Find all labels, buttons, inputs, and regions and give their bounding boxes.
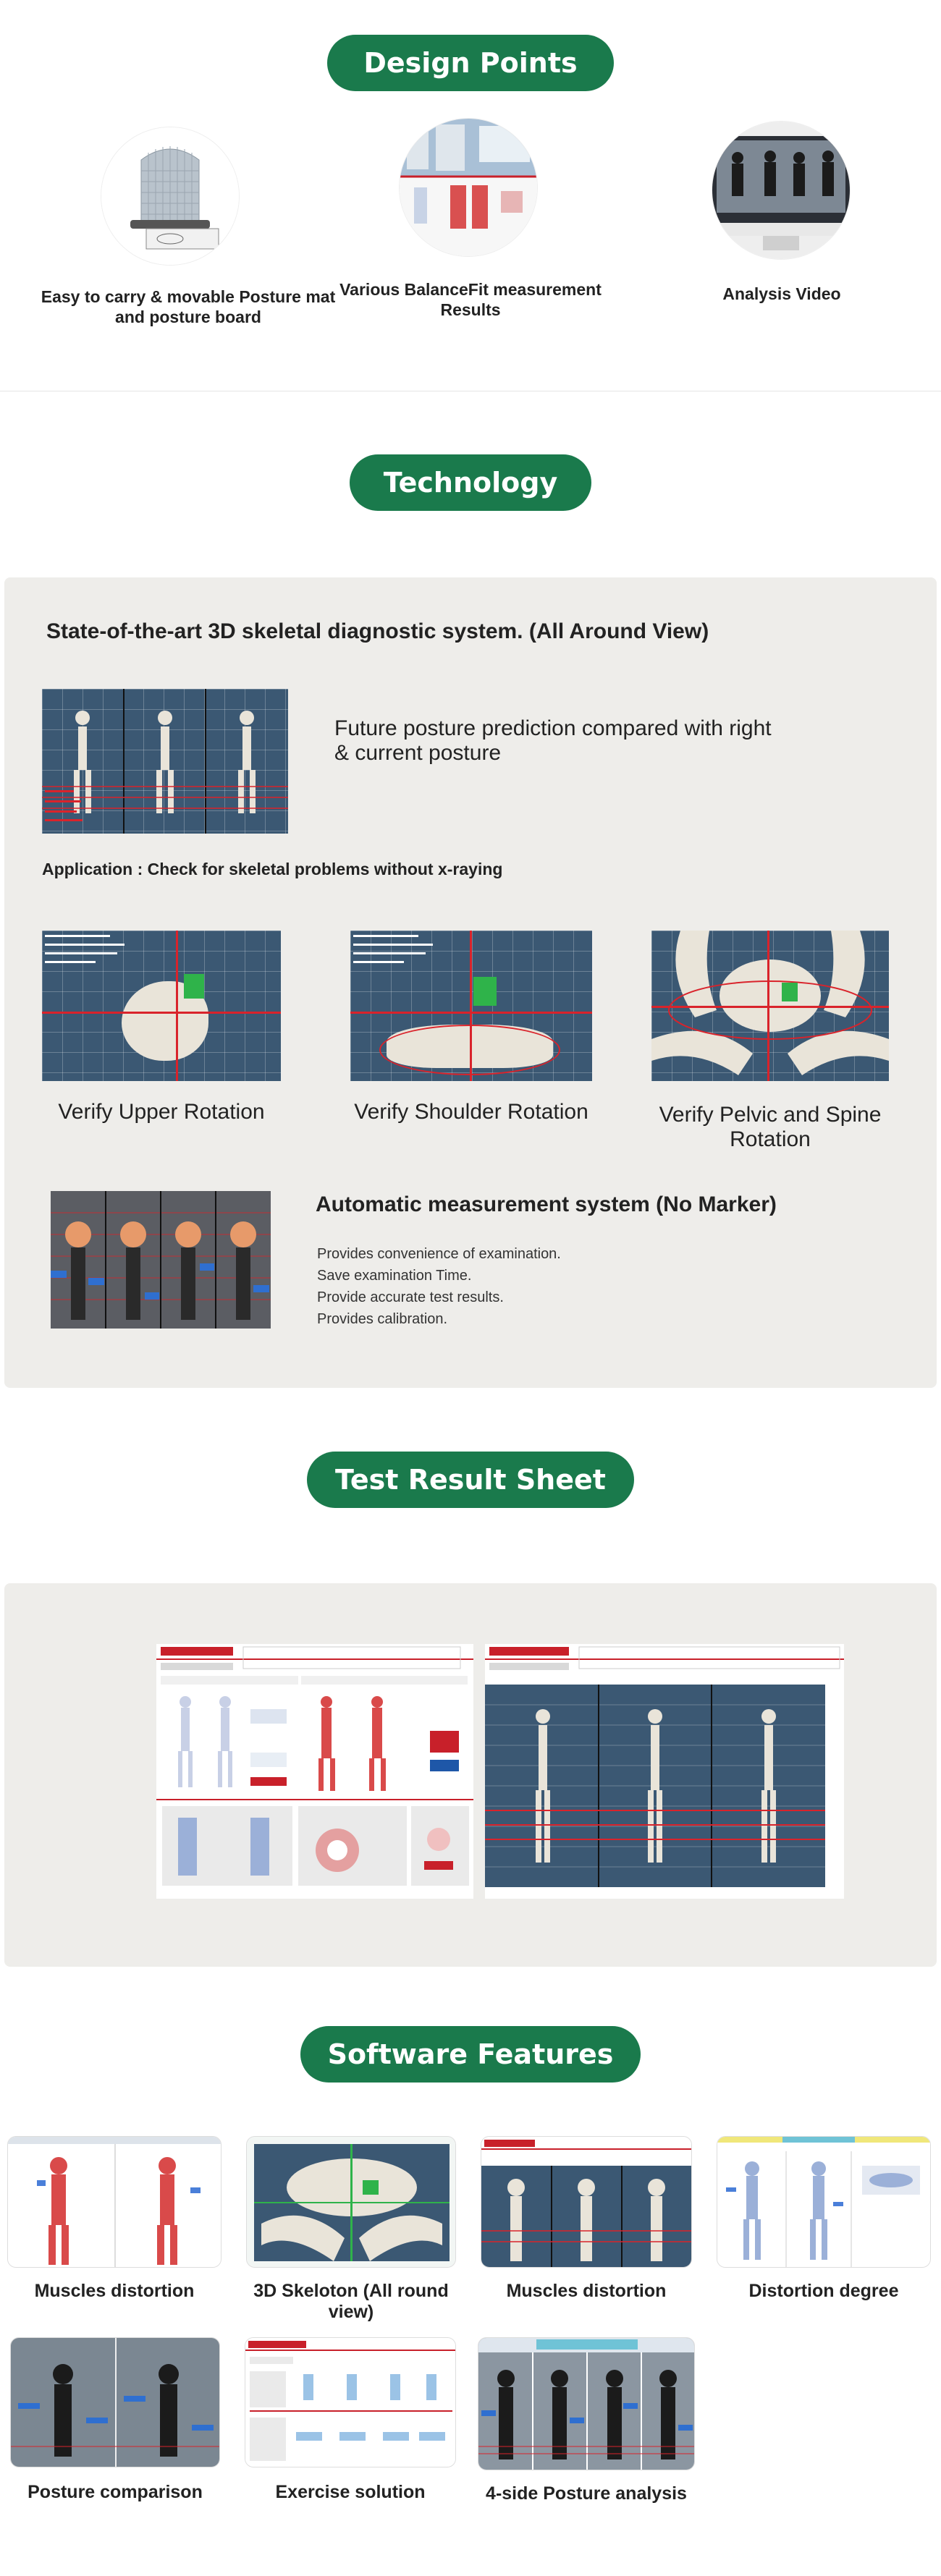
feature-distortion-degree-image: [717, 2136, 931, 2268]
application-text: Application : Check for skeletal problems without x-raying: [42, 860, 503, 878]
result-sheet-right: [485, 1644, 844, 1899]
pelvic-rotation-label: Verify Pelvic and Spine Rotation: [659, 1103, 882, 1151]
shoulder-rotation-screen: [350, 931, 592, 1081]
test-result-title: Test Result Sheet: [307, 1452, 634, 1508]
technology-title: Technology: [350, 454, 591, 511]
feature-label-4: Distortion degree: [748, 2281, 899, 2301]
design-points-title: Design Points: [327, 35, 614, 91]
feature-muscles-distortion-image: [7, 2136, 221, 2268]
feature-label-5: Posture comparison: [28, 2482, 203, 2502]
feature-label-7: 4-side Posture analysis: [486, 2483, 687, 2504]
measurement-results-image: [400, 119, 537, 256]
feature-muscles-distortion-2-image: [481, 2136, 692, 2268]
auto-measurement-image: [51, 1191, 271, 1329]
feature-3d-skeleton-image: [246, 2136, 456, 2268]
feature-posture-comparison-image: [10, 2337, 220, 2467]
design-caption-results: Various BalanceFit measurement Results: [339, 280, 602, 319]
auto-point-1: Provides convenience of examination.: [317, 1246, 561, 1262]
feature-label-1: Muscles distortion: [34, 2281, 195, 2301]
software-features-title: Software Features: [300, 2026, 641, 2083]
feature-label-3: Muscles distortion: [506, 2281, 667, 2301]
auto-point-2: Save examination Time.: [317, 1268, 472, 1284]
auto-measurement-heading: Automatic measurement system (No Marker): [316, 1192, 777, 1216]
feature-label-6: Exercise solution: [275, 2482, 426, 2502]
design-caption-board: Easy to carry & movable Posture mat and posture board: [41, 287, 336, 326]
posture-board-image: [101, 127, 239, 265]
auto-point-4: Provides calibration.: [317, 1311, 448, 1327]
upper-rotation-screen: [42, 931, 281, 1081]
feature-exercise-solution-image: [245, 2337, 456, 2467]
technology-heading: State-of-the-art 3D skeletal diagnostic system. (All Around View): [46, 619, 709, 643]
upper-rotation-label: Verify Upper Rotation: [58, 1100, 265, 1124]
prediction-text: Future posture prediction compared with right & current posture: [334, 716, 772, 765]
design-caption-video: Analysis Video: [722, 284, 841, 303]
feature-4-side-analysis-image: [478, 2337, 695, 2470]
analysis-video-image: [712, 122, 850, 259]
result-sheet-left: [156, 1644, 473, 1899]
shoulder-rotation-label: Verify Shoulder Rotation: [354, 1100, 588, 1124]
feature-label-2: 3D Skeloton (All round view): [253, 2281, 449, 2322]
pelvic-rotation-screen: [651, 931, 889, 1081]
auto-point-3: Provide accurate test results.: [317, 1289, 504, 1305]
skeleton-prediction-screen: [42, 689, 288, 834]
